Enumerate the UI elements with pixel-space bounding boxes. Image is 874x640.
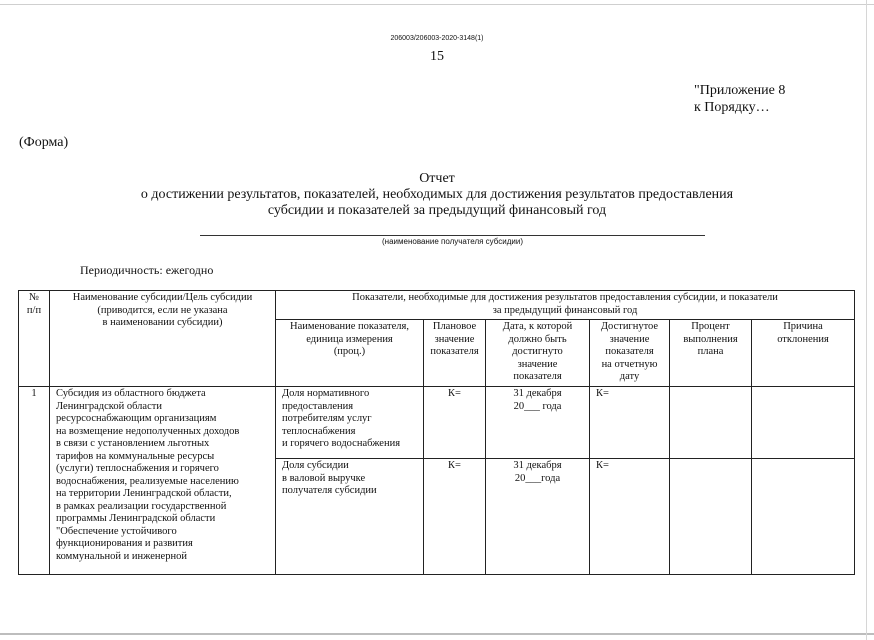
cell-text: водоснабжения, реализуемые населению — [56, 475, 239, 487]
cell-text: на территории Ленинградской области, — [56, 488, 232, 499]
cell-text: тарифов на коммунальные ресурсы — [56, 450, 215, 462]
header-text: Достигнутое — [600, 321, 659, 332]
subsidy-name-cell — [50, 387, 276, 575]
form-label: (Форма) — [19, 135, 69, 150]
header-text: (приводится, если не указана — [97, 304, 228, 316]
header-text: Процент — [691, 321, 730, 332]
cell-text: коммунальной и инженерной — [56, 550, 187, 562]
title-line: о достижении результатов, показателей, необходимых для достижения результатов предоставления — [140, 187, 734, 202]
header-planned-value — [424, 320, 486, 387]
title-line: Отчет — [419, 171, 455, 186]
cell-text: в рамках реализации государственной — [56, 500, 227, 512]
header-text: (проц.) — [333, 346, 366, 357]
cell-text: 20___ года — [513, 400, 562, 412]
scan-right-edge — [866, 0, 867, 640]
cell-text: 31 декабря — [513, 460, 562, 471]
document-id: 206003/206003-2020-3148(1) — [390, 35, 484, 42]
header-text: Дата, к которой — [502, 321, 573, 332]
header-text: п/п — [26, 304, 42, 316]
cell-text: потребителям услуг — [282, 413, 372, 424]
header-text: плана — [697, 346, 724, 357]
header-text: Плановое — [432, 321, 477, 332]
cell-text: на возмещение недополученных доходов — [56, 425, 240, 437]
cell-text: теплоснабжения — [282, 425, 356, 437]
header-text: дату — [619, 371, 640, 382]
achieved-value-cell: К= — [590, 459, 670, 575]
header-text: Наименование показателя, — [290, 321, 409, 332]
cell-text: Доля нормативного — [282, 388, 370, 399]
cell-text: Ленинградской области — [56, 400, 162, 412]
cell-text: Субсидия из областного бюджета — [56, 388, 206, 399]
header-subsidy-name — [50, 291, 276, 387]
appendix-note — [694, 82, 785, 116]
header-text: достигнуто — [512, 346, 563, 357]
target-date-cell — [486, 387, 590, 459]
row-number: 1 — [19, 387, 50, 575]
header-text: на отчетную — [601, 358, 658, 370]
indicator-name-cell — [276, 459, 424, 575]
appendix-line: "Приложение 8 — [694, 83, 786, 98]
cell-text: предоставления — [282, 400, 354, 412]
cell-text: "Обеспечение устойчивого — [56, 525, 177, 537]
header-indicator-name — [276, 320, 424, 387]
planned-value-cell: К= — [424, 387, 486, 459]
cell-text: функционирования и развития — [56, 538, 193, 549]
table-row — [19, 387, 855, 459]
deviation-reason-cell — [752, 459, 855, 575]
header-text: Показатели, необходимые для достижения результатов предоставления субсидии, и показатели — [352, 292, 778, 303]
achieved-value-cell: К= — [590, 387, 670, 459]
cell-text: и горячего водоснабжения — [282, 438, 401, 449]
title-line: субсидии и показателей за предыдущий финансовый год — [267, 203, 607, 218]
header-text: в наименовании субсидии) — [102, 317, 223, 328]
header-percent-completion — [670, 320, 752, 387]
percent-completion-cell — [670, 459, 752, 575]
recipient-name-line — [200, 235, 705, 236]
deviation-reason-cell — [752, 387, 855, 459]
target-date-cell — [486, 459, 590, 575]
cell-text: получателя субсидии — [282, 485, 377, 496]
header-text: показателя — [513, 371, 562, 382]
header-text: выполнения — [683, 333, 738, 345]
indicator-name-cell — [276, 387, 424, 459]
header-target-date — [486, 320, 590, 387]
periodicity: Периодичность: ежегодно — [80, 263, 214, 277]
scan-top-edge — [0, 4, 874, 5]
cell-text: программы Ленинградской области — [56, 513, 216, 524]
header-text: Причина — [783, 321, 823, 332]
cell-text: в связи с установлением льготных — [56, 438, 210, 449]
planned-value-cell: К= — [424, 459, 486, 575]
header-text: единица измерения — [306, 333, 393, 345]
header-text: показателя — [430, 346, 479, 357]
header-text: Наименование субсидии/Цель субсидии — [72, 292, 253, 303]
cell-text: 31 декабря — [513, 388, 562, 399]
recipient-caption: (наименование получателя субсидии) — [382, 237, 523, 246]
cell-text: в валовой выручке — [282, 472, 366, 484]
report-table — [18, 290, 855, 575]
header-text: значение — [517, 358, 558, 370]
appendix-line: к Порядку… — [694, 100, 770, 115]
cell-text: (услуги) теплоснабжения и горячего — [56, 463, 219, 474]
header-achieved-value — [590, 320, 670, 387]
header-text: должно быть — [508, 333, 567, 345]
header-text: № — [28, 292, 40, 303]
header-text: отклонения — [777, 333, 829, 345]
header-deviation-reason — [752, 320, 855, 387]
header-number — [19, 291, 50, 387]
header-text: значение — [434, 333, 475, 345]
cell-text: 20___года — [514, 472, 561, 484]
cell-text: Доля субсидии — [282, 460, 349, 471]
header-text: показателя — [605, 346, 654, 357]
cell-text: ресурсоснабжающим организациям — [56, 413, 217, 424]
header-indicators-group — [276, 291, 855, 320]
page-number: 15 — [430, 49, 444, 64]
header-text: за предыдущий финансовый год — [492, 304, 638, 316]
report-title — [0, 171, 874, 219]
header-text: значение — [609, 333, 650, 345]
scan-bottom-edge — [0, 633, 874, 635]
percent-completion-cell — [670, 387, 752, 459]
